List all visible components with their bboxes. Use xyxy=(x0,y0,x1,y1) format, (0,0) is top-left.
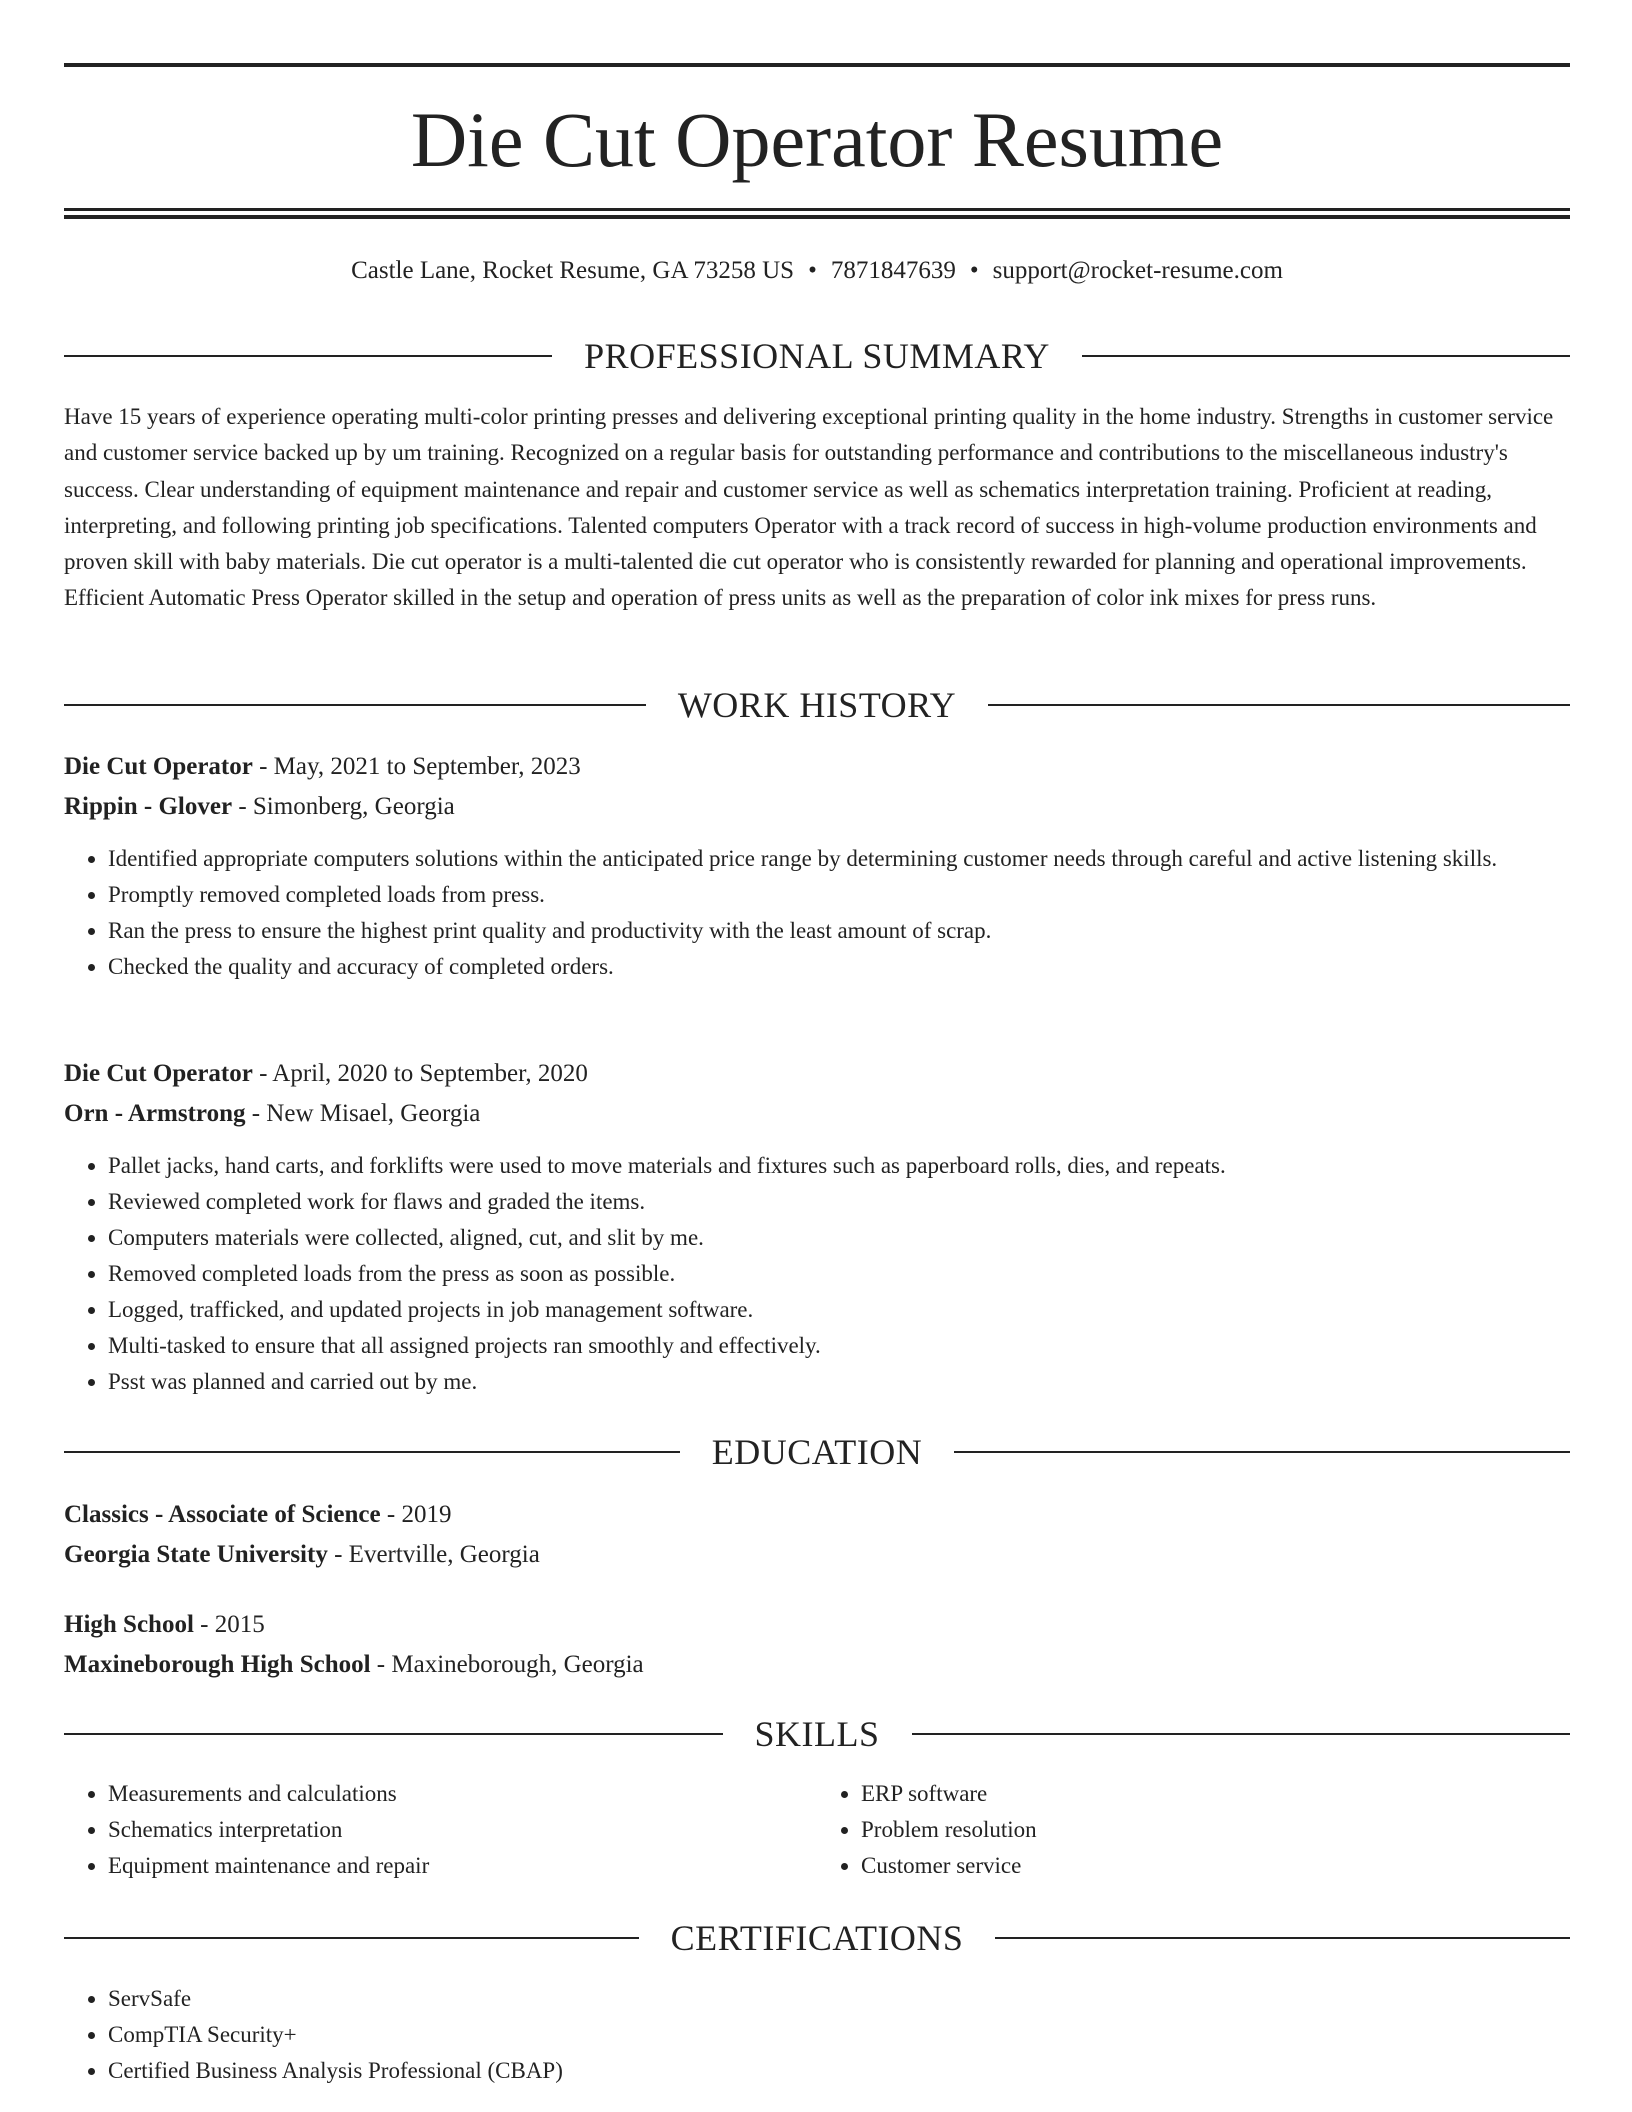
list-item: • ERP software xyxy=(861,1776,1570,1812)
work-entry-2 xyxy=(64,1054,1570,1134)
section-heading-certifications xyxy=(64,1918,1570,1958)
contact-separator: • xyxy=(808,257,817,284)
list-item: • Promptly removed completed loads from press. xyxy=(108,877,1570,913)
education-entry-2 xyxy=(64,1605,1570,1685)
company-line xyxy=(64,787,1570,827)
list-item: • Removed completed loads from the press as soon as possible. xyxy=(108,1256,1570,1292)
section-heading-work xyxy=(64,685,1570,725)
top-rule xyxy=(64,63,1570,67)
education-entry-1 xyxy=(64,1495,1570,1575)
heading-rule-right xyxy=(988,704,1570,706)
section-title-certifications: CERTIFICATIONS xyxy=(670,1918,964,1958)
skills-columns xyxy=(64,1776,1570,1884)
degree: High School xyxy=(64,1611,194,1638)
list-item: • Ran the press to ensure the highest print quality and productivity with the least amount of scrap. xyxy=(108,913,1570,949)
heading-rule-right xyxy=(1082,355,1570,357)
job-dates: - May, 2021 to September, 2023 xyxy=(252,753,581,780)
section-heading-skills xyxy=(64,1714,1570,1754)
section-title-work: WORK HISTORY xyxy=(677,685,957,725)
work-entry-1 xyxy=(64,747,1570,827)
section-title-skills: SKILLS xyxy=(754,1714,880,1754)
company-name: Rippin - Glover xyxy=(64,793,233,820)
contact-email: support@rocket-resume.com xyxy=(992,257,1283,284)
company-location: - New Misael, Georgia xyxy=(245,1100,481,1127)
list-item: • Certified Business Analysis Professional (CBAP) xyxy=(108,2053,1570,2089)
company-line xyxy=(64,1094,1570,1134)
section-title-education: EDUCATION xyxy=(711,1432,923,1472)
list-item: • Customer service xyxy=(861,1848,1570,1884)
list-item: • Psst was planned and carried out by me. xyxy=(108,1364,1570,1400)
summary-paragraph: Have 15 years of experience operating multi-color printing presses and delivering exceptional printing quality in the home industry. Strengths in customer service and customer service backed up by um training. Recognized on a regular basis for outstanding performance and contributions to the miscellaneous industry's success. Clear understanding of equipment maintenance and repair and customer service as well as schematics interpretation training. Proficient at reading, interpreting, and following printing job specifications. Talented computers Operator with a track record of success in high-volume production environments and proven skill with baby materials. Die cut operator is a multi-talented die cut operator who is consistently rewarded for planning and operational improvements. Efficient Automatic Press Operator skilled in the setup and operation of press units as well as the preparation of color ink mixes for press runs. xyxy=(64,404,1554,611)
job-title-line xyxy=(64,747,1570,787)
resume-title: Die Cut Operator Resume xyxy=(410,96,1224,183)
contact-address: Castle Lane, Rocket Resume, GA 73258 US xyxy=(351,257,795,284)
list-item: • Equipment maintenance and repair xyxy=(108,1848,817,1884)
title-double-rule xyxy=(64,208,1570,219)
list-item: • Problem resolution xyxy=(861,1812,1570,1848)
heading-rule-left xyxy=(64,1937,639,1939)
contact-line xyxy=(64,254,1570,288)
degree-line xyxy=(64,1495,1570,1535)
school-location: - Evertville, Georgia xyxy=(327,1541,540,1568)
section-heading-summary xyxy=(64,336,1570,376)
list-item: • ServSafe xyxy=(108,1981,1570,2017)
list-item: • CompTIA Security+ xyxy=(108,2017,1570,2053)
list-item: • Measurements and calculations xyxy=(108,1776,817,1812)
skills-list-left xyxy=(64,1776,817,1884)
degree: Classics - Associate of Science xyxy=(64,1501,381,1528)
heading-rule-right xyxy=(954,1451,1570,1453)
school-name: Maxineborough High School xyxy=(64,1651,371,1678)
heading-rule-left xyxy=(64,704,646,706)
list-item: • Identified appropriate computers solutions within the anticipated price range by determining customer needs through careful and active listening skills. xyxy=(108,841,1570,877)
school-location: - Maxineborough, Georgia xyxy=(370,1651,644,1678)
degree-year: - 2015 xyxy=(193,1611,265,1638)
contact-separator: • xyxy=(969,257,979,284)
job-title-line xyxy=(64,1054,1570,1094)
list-item: • Checked the quality and accuracy of completed orders. xyxy=(108,949,1570,985)
heading-rule-left xyxy=(64,1451,680,1453)
job-title: Die Cut Operator xyxy=(64,753,253,780)
skills-list-right xyxy=(817,1776,1570,1884)
company-name: Orn - Armstrong xyxy=(64,1100,246,1127)
company-location: - Simonberg, Georgia xyxy=(232,793,455,820)
list-item: • Schematics interpretation xyxy=(108,1812,817,1848)
school-line xyxy=(64,1535,1570,1575)
heading-rule-right xyxy=(912,1733,1571,1735)
job-dates: - April, 2020 to September, 2020 xyxy=(252,1060,588,1087)
school-line xyxy=(64,1645,1570,1685)
heading-rule-left xyxy=(64,355,552,357)
list-item: • Computers materials were collected, aligned, cut, and slit by me. xyxy=(108,1220,1570,1256)
contact-phone: 7871847639 xyxy=(830,257,956,284)
heading-rule-left xyxy=(64,1733,723,1735)
heading-rule-right xyxy=(995,1937,1570,1939)
certifications-list xyxy=(64,1981,1570,2089)
school-name: Georgia State University xyxy=(64,1541,328,1568)
section-heading-education xyxy=(64,1432,1570,1472)
list-item: • Logged, trafficked, and updated projects in job management software. xyxy=(108,1292,1570,1328)
job-title: Die Cut Operator xyxy=(64,1060,253,1087)
work-entry-2-bullets xyxy=(64,1148,1570,1400)
list-item: • Pallet jacks, hand carts, and forklifts were used to move materials and fixtures such as paperboard rolls, dies, and repeats. xyxy=(108,1148,1570,1184)
list-item: • Multi-tasked to ensure that all assigned projects ran smoothly and effectively. xyxy=(108,1328,1570,1364)
degree-line xyxy=(64,1605,1570,1645)
list-item: • Reviewed completed work for flaws and graded the items. xyxy=(108,1184,1570,1220)
section-title-summary: PROFESSIONAL SUMMARY xyxy=(584,336,1050,376)
degree-year: - 2019 xyxy=(380,1501,452,1528)
work-entry-1-bullets xyxy=(64,841,1570,985)
